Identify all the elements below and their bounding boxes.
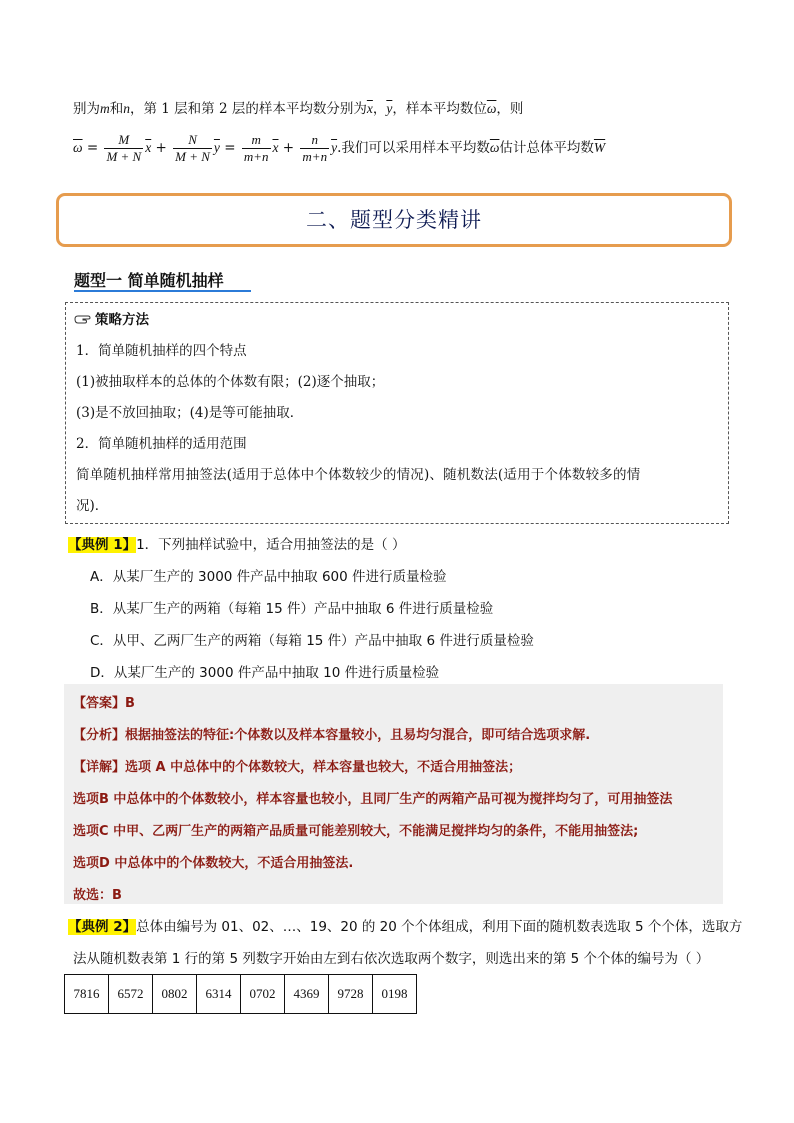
answer: 【答案】B bbox=[73, 696, 135, 711]
mean-omega: $\overline{\omega}$ bbox=[486, 101, 497, 116]
type-heading: 题型一 简单随机抽样 bbox=[74, 271, 224, 290]
intro-text: ，第 1 层和第 2 层的样本平均数分别为 bbox=[130, 101, 367, 117]
table-cell: 7816 bbox=[65, 975, 109, 1014]
strategy-p2: (1)被抽取样本的总体的个体数有限；(2)逐个抽取； bbox=[76, 374, 385, 390]
formula-plus: + bbox=[282, 140, 295, 156]
strategy-p6: 况)． bbox=[76, 498, 109, 514]
example-tag: 【典例 1】 bbox=[68, 537, 137, 553]
var-m: m bbox=[100, 101, 110, 116]
mean-omega: $\overline{\omega}$ bbox=[489, 140, 500, 155]
table-cell: 4369 bbox=[285, 975, 329, 1014]
heading-underline bbox=[74, 290, 251, 292]
mean-x: $\overline{x}$ bbox=[366, 101, 373, 116]
mean-W: $\overline{W}$ bbox=[593, 140, 606, 155]
table-row bbox=[65, 975, 417, 1014]
table-cell: 0198 bbox=[373, 975, 417, 1014]
formula-line bbox=[73, 132, 605, 165]
analysis: 【分析】根据抽签法的特征:个体数以及样本容量较小，且易均匀混合，即可结合选项求解. bbox=[73, 728, 591, 743]
option-c: C．从甲、乙两厂生产的两箱（每箱 15 件）产品中抽取 6 件进行质量检验 bbox=[90, 633, 534, 649]
fraction-N: $\frac{N}{M + N}$ bbox=[175, 132, 210, 164]
option-d: D．从某厂生产的 3000 件产品中抽取 10 件进行质量检验 bbox=[90, 665, 440, 681]
intro-text: 别为 bbox=[73, 101, 100, 117]
detail: 【详解】选项 A 中总体中的个体数较大，样本容量也较大，不适合用抽签法； bbox=[73, 760, 522, 775]
intro-text: 和 bbox=[109, 101, 124, 117]
formula-text: 估计总体平均数 bbox=[499, 140, 594, 156]
table-cell: 6314 bbox=[197, 975, 241, 1014]
formula-y: $\overline{y}$ bbox=[331, 140, 338, 155]
formula-omega: $\overline{\omega}$ bbox=[73, 140, 83, 155]
detail-option-b: 选项B 中总体中的个体数较小，样本容量也较小，且同厂生产的两箱产品可视为搅拌均匀了，可用抽签法 bbox=[73, 792, 673, 807]
formula-x: $\overline{x}$ bbox=[145, 140, 152, 155]
example-tag: 【典例 2】 bbox=[68, 919, 137, 935]
intro-text: ， bbox=[372, 101, 387, 117]
formula-plus: + bbox=[155, 140, 167, 156]
detail-option-d: 选项D 中总体中的个体数较大，不适合用抽签法. bbox=[73, 856, 354, 871]
strategy-p1: 1．简单随机抽样的四个特点 bbox=[76, 343, 247, 359]
example-2-stem-1: 【典例 2】总体由编号为 01、02、…、19、20 的 20 个个体组成，利用下面的随机数表选取 5 个个体，选取方 bbox=[68, 919, 743, 935]
formula-text: .我们可以采用样本平均数 bbox=[337, 140, 490, 156]
table-cell: 6572 bbox=[109, 975, 153, 1014]
example-2-stem-2: 法从随机数表第 1 行的第 5 列数字开始由左到右依次选取两个数字，则选出来的第 5 个个体的编号为（ ） bbox=[73, 951, 710, 967]
var-n: n bbox=[123, 101, 130, 116]
strategy-title: 策略方法 bbox=[74, 308, 149, 328]
formula-eq: = bbox=[86, 140, 99, 156]
intro-text: ，样本平均数位 bbox=[392, 101, 487, 117]
fraction-m: $\frac{m}{m+n}$ bbox=[243, 132, 269, 164]
option-b: B．从某厂生产的两箱（每箱 15 件）产品中抽取 6 件进行质量检验 bbox=[90, 601, 494, 617]
fraction-M: $\frac{M}{M + N}$ bbox=[106, 132, 142, 164]
strategy-p5: 简单随机抽样常用抽签法(适用于总体中个体数较少的情况)、随机数法(适用于个体数较多的情 bbox=[76, 467, 641, 483]
section-header-box bbox=[56, 193, 732, 247]
intro-line-1 bbox=[73, 97, 523, 117]
intro-text: ，则 bbox=[496, 101, 524, 117]
random-number-table bbox=[64, 974, 417, 1014]
section-title: 二、题型分类精讲 bbox=[306, 208, 482, 232]
option-a: A．从某厂生产的 3000 件产品中抽取 600 件进行质量检验 bbox=[90, 569, 447, 585]
table-cell: 0802 bbox=[153, 975, 197, 1014]
formula-x: $\overline{x}$ bbox=[272, 140, 279, 155]
strategy-p4: 2．简单随机抽样的适用范围 bbox=[76, 436, 247, 452]
strategy-p3: (3)是不放回抽取；(4)是等可能抽取． bbox=[76, 405, 304, 421]
table-cell: 9728 bbox=[329, 975, 373, 1014]
conclusion: 故选：B bbox=[73, 888, 122, 903]
fraction-n: $\frac{n}{m+n}$ bbox=[302, 132, 328, 164]
table-cell: 0702 bbox=[241, 975, 285, 1014]
detail-option-c: 选项C 中甲、乙两厂生产的两箱产品质量可能差别较大，不能满足搅拌均匀的条件，不能用抽签法; bbox=[73, 824, 639, 839]
formula-eq: = bbox=[224, 140, 236, 156]
mean-y: $\overline{y}$ bbox=[386, 101, 393, 116]
formula-y: $\overline{y}$ bbox=[213, 140, 220, 155]
example-1-stem: 【典例 1】1．下列抽样试验中，适合用抽签法的是（ ） bbox=[68, 537, 406, 553]
pointing-hand-icon bbox=[74, 314, 92, 326]
